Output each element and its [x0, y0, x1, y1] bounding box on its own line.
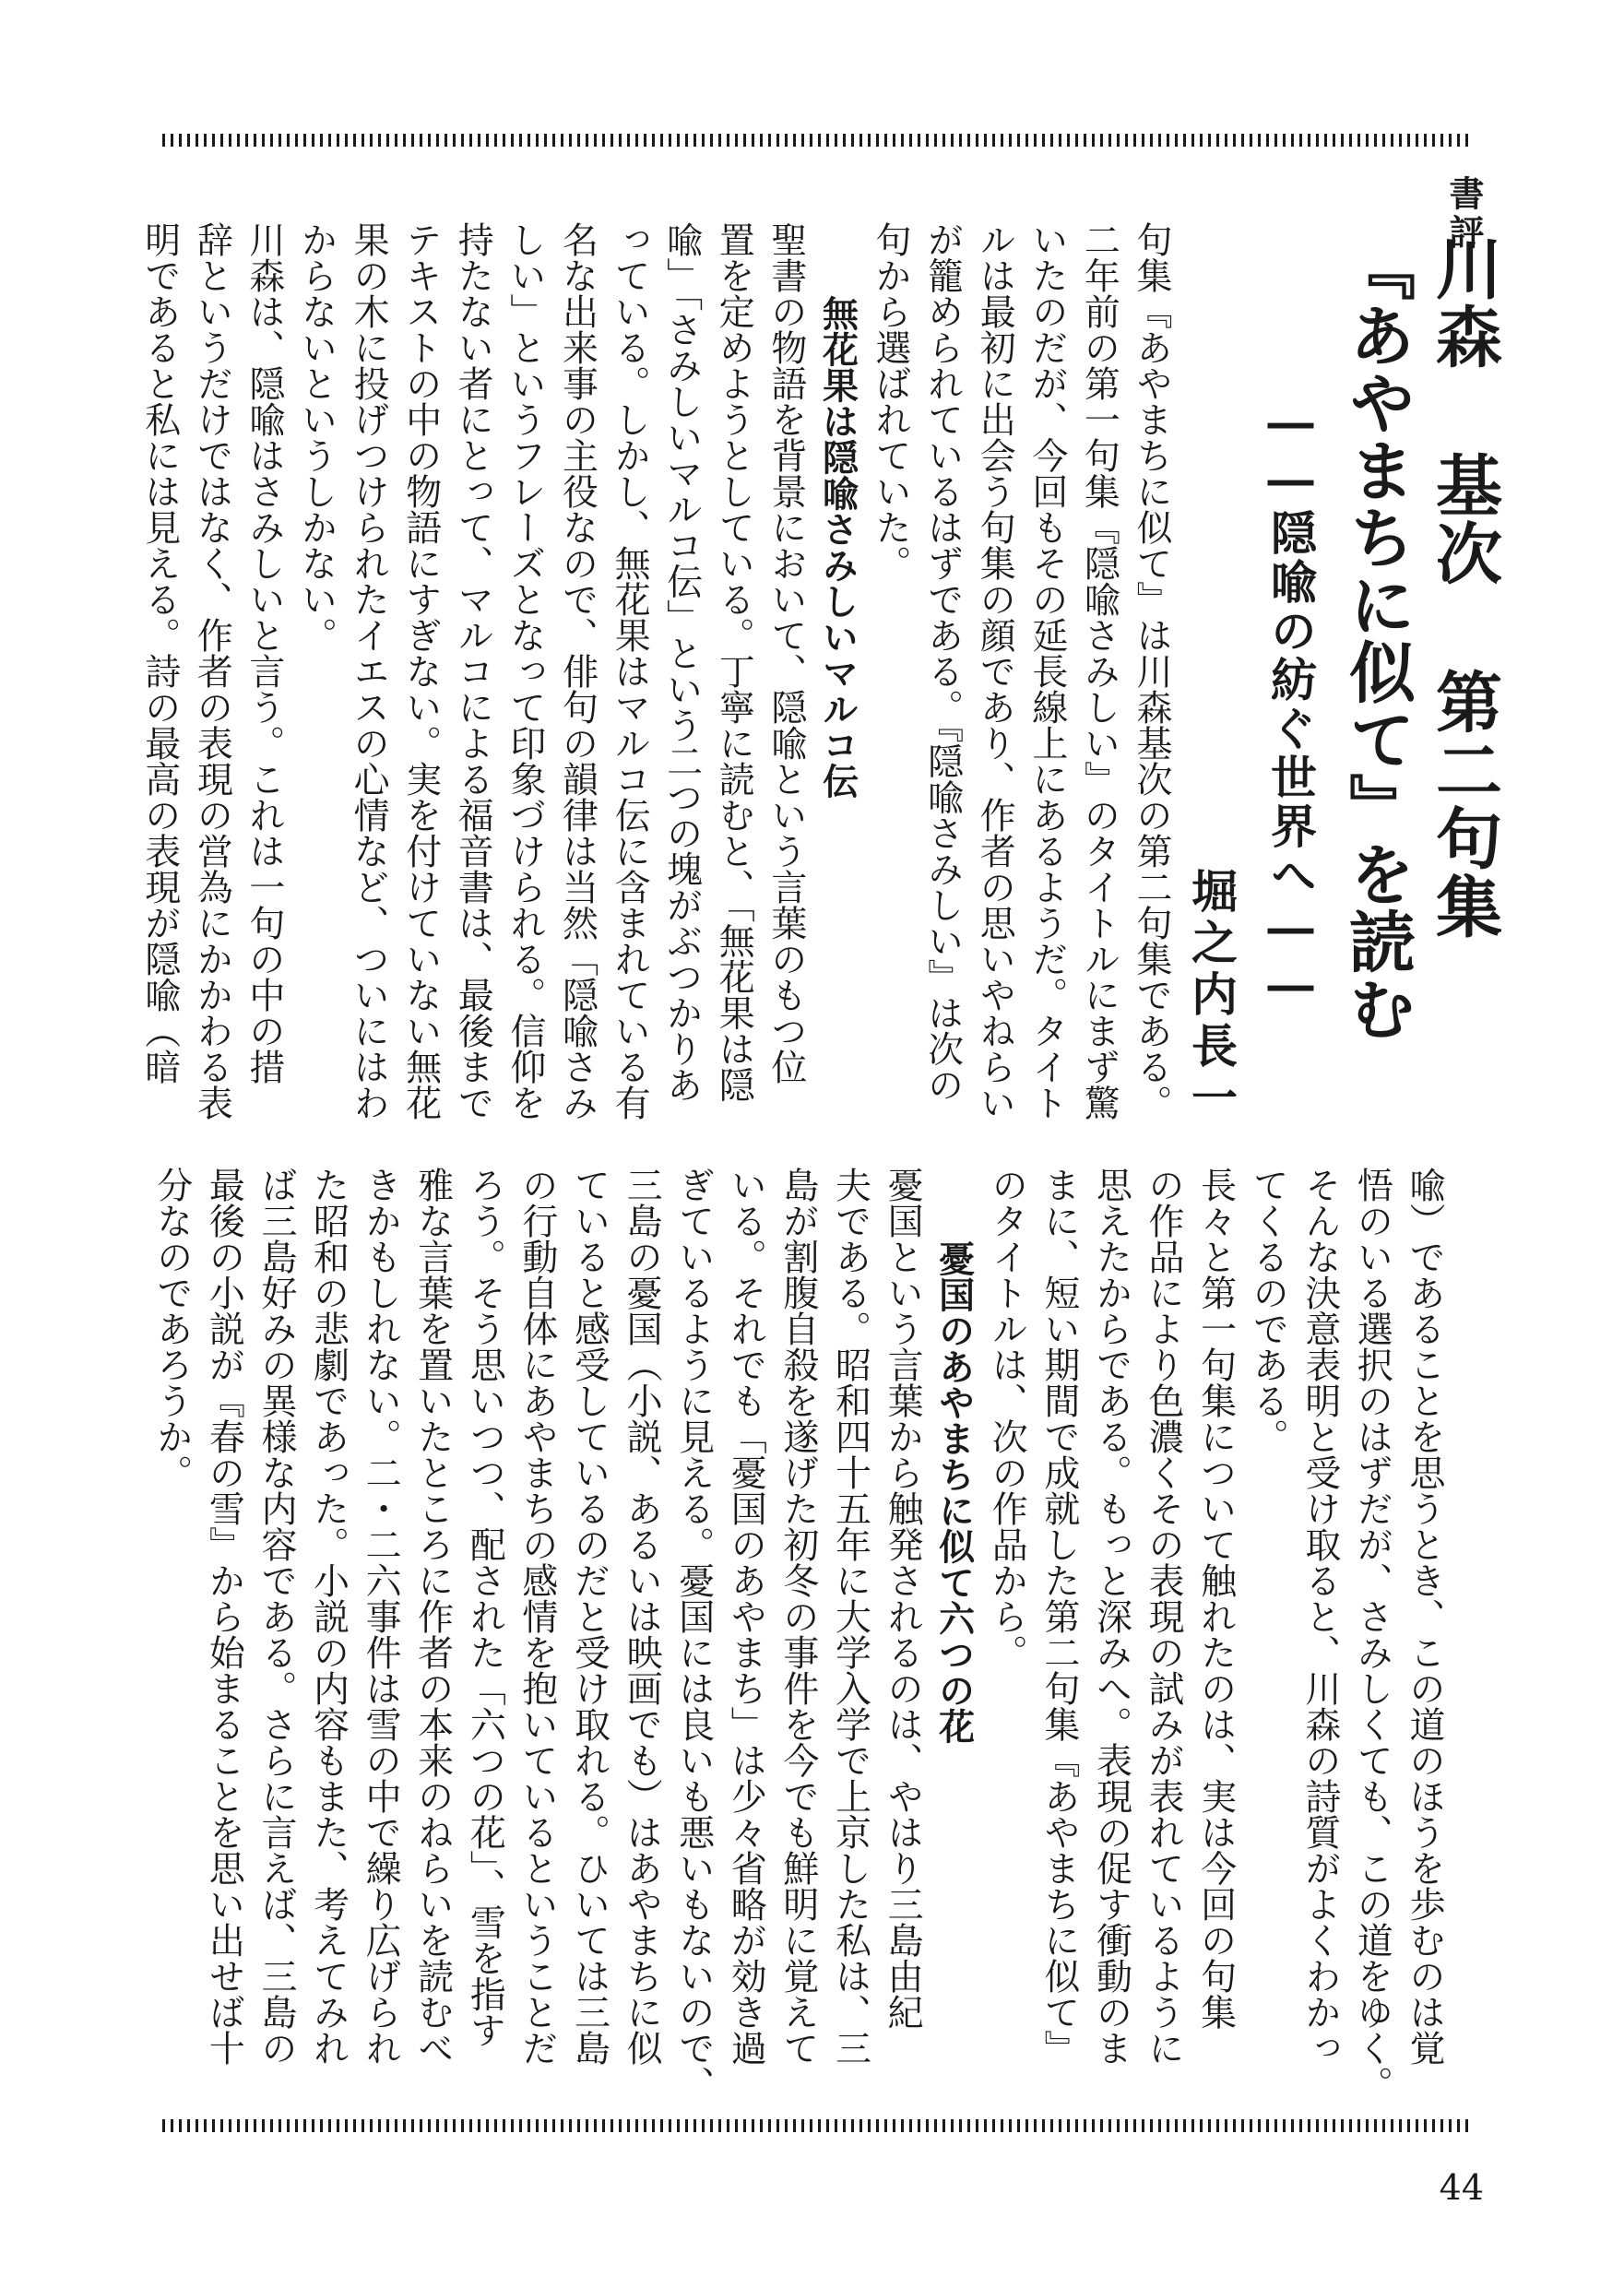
genre-label: 書評 — [1443, 175, 1485, 253]
text-line: ていると感受しているのだと受け取れる。ひいては三島 — [568, 1167, 610, 2066]
text-line: いたのだが、今回もその延長線上にあるようだ。タイト — [1025, 221, 1068, 1120]
body-text-upper — [133, 221, 1177, 1144]
text-line: のタイトルは、次の作品から。 — [986, 1167, 1028, 1670]
text-line: 夫である。昭和四十五年に大学入学で上京した私は、三 — [829, 1167, 871, 2066]
text-line: 分なのであろうか。 — [150, 1167, 193, 1490]
text-line: の作品により色濃くその表現の試みが表れているように — [1143, 1167, 1185, 2066]
text-line: 置を定めようとしている。丁寧に読むと、「無花果は隠 — [713, 221, 755, 1103]
article-title-line-2: 『あやまちに似て』を読む — [1338, 234, 1417, 1042]
text-line: 句集『あやまちに似て』は川森基次の第二句集である。 — [1131, 221, 1172, 1120]
quoted-haiku: 無花果は隠喩さみしいマルコ伝 — [816, 295, 859, 799]
text-line: ば三島好みの異様な内容である。さらに言えば、三島の — [255, 1167, 297, 2066]
text-line: 持たない者にとって、マルコによる福音書は、最後まで — [452, 221, 494, 1120]
text-line: 思えたからである。もっと深みへ。表現の促す衝動のま — [1090, 1167, 1132, 2066]
text-line: きかもしれない。二・二六事件は雪の中で繰り広げられ — [360, 1167, 402, 2066]
text-line: ルは最初に出会う句集の顔であり、作者の思いやねらい — [974, 221, 1016, 1120]
text-line: いる。それでも「憂国のあやまち」は少々省略が効き過 — [725, 1167, 767, 2066]
body-text-lower — [145, 1167, 1450, 2102]
text-line: しい」というフレーズとなって印象づけられる。信仰を — [504, 221, 546, 1120]
text-line: が籠められているはずである。『隠喩さみしい』は次の — [921, 221, 964, 1103]
text-line: 憂国という言葉から触発されるのは、やはり三島由紀 — [882, 1167, 924, 2030]
text-line: ぎているように見える。憂国には良いも悪いもないので、 — [672, 1167, 715, 2102]
text-line: 喩）であることを思うとき、この道のほうを歩むのは覚 — [1404, 1167, 1445, 2066]
text-line: た昭和の悲劇であった。小説の内容もまた、考えてみれ — [307, 1167, 350, 2066]
text-line: 聖書の物語を背景において、隠喩という言葉のもつ位 — [765, 221, 807, 1085]
text-line: の行動自体にあやまちの感情を抱いているということだ — [516, 1167, 558, 2066]
text-line: まに、短い期間で成就した第二句集『あやまちに似て』 — [1037, 1167, 1080, 2066]
text-line: そんな決意表明と受け取ると、川森の詩質がよくわかっ — [1298, 1167, 1341, 2066]
text-line: 雅な言葉を置いたところに作者の本来のねらいを読むべ — [411, 1167, 454, 2066]
top-decorative-rule — [162, 134, 1470, 147]
text-line: 悟のいる選択のはずだが、さみしくても、この道をゆく。 — [1351, 1167, 1393, 2102]
text-line: 最後の小説が『春の雪』から始まることを思い出せば十 — [203, 1167, 245, 2066]
bottom-decorative-rule — [162, 2119, 1470, 2132]
article-title-line-1: 川森 基次 第二句集 — [1425, 234, 1503, 941]
article-subtitle: ――隠喩の紡ぐ世界へ―― — [1263, 395, 1318, 1014]
text-line: 喩」「さみしいマルコ伝」という二つの塊がぶつかりあ — [660, 221, 703, 1103]
text-line: からないというしかない。 — [295, 221, 338, 653]
text-line: 二年前の第一句集『隠喩さみしい』のタイトルにまず驚 — [1078, 221, 1120, 1120]
text-line: 名な出来事の主役なので、俳句の韻律は当然「隠喩さみ — [556, 221, 599, 1120]
text-line: 三島の憂国（小説、あるいは映画でも）はあやまちに似 — [621, 1167, 663, 2066]
quoted-haiku: 憂国のあやまちに似て六つの花 — [932, 1240, 976, 1744]
text-line: っている。しかし、無花果はマルコ伝に含まれている有 — [609, 221, 651, 1120]
text-line: 島が割腹自殺を遂げた初冬の事件を今でも鮮明に覚えて — [776, 1167, 819, 2066]
text-line: 長々と第一句集について触れたのは、実は今回の句集 — [1194, 1167, 1237, 2030]
text-line: 句から選ばれていた。 — [870, 221, 912, 581]
text-line: てくるのである。 — [1247, 1167, 1289, 1454]
text-line: 明であると私には見える。詩の最高の表現が隠喩（暗 — [138, 221, 181, 1085]
text-line: ろう。そう思いつつ、配された「六つの花」、雪を指す — [464, 1167, 506, 2048]
text-line: 川森は、隠喩はさみしいと言う。これは一句の中の措 — [243, 221, 285, 1085]
author-name: 堀之内長一 — [1184, 867, 1239, 1125]
page-number: 44 — [1439, 2167, 1484, 2208]
text-line: 果の木に投げつけられたイエスの心情など、ついにはわ — [348, 221, 390, 1120]
text-line: 辞というだけではなく、作者の表現の営為にかかわる表 — [191, 221, 233, 1120]
text-line: テキストの中の物語にすぎない。実を付けていない無花 — [399, 221, 442, 1120]
